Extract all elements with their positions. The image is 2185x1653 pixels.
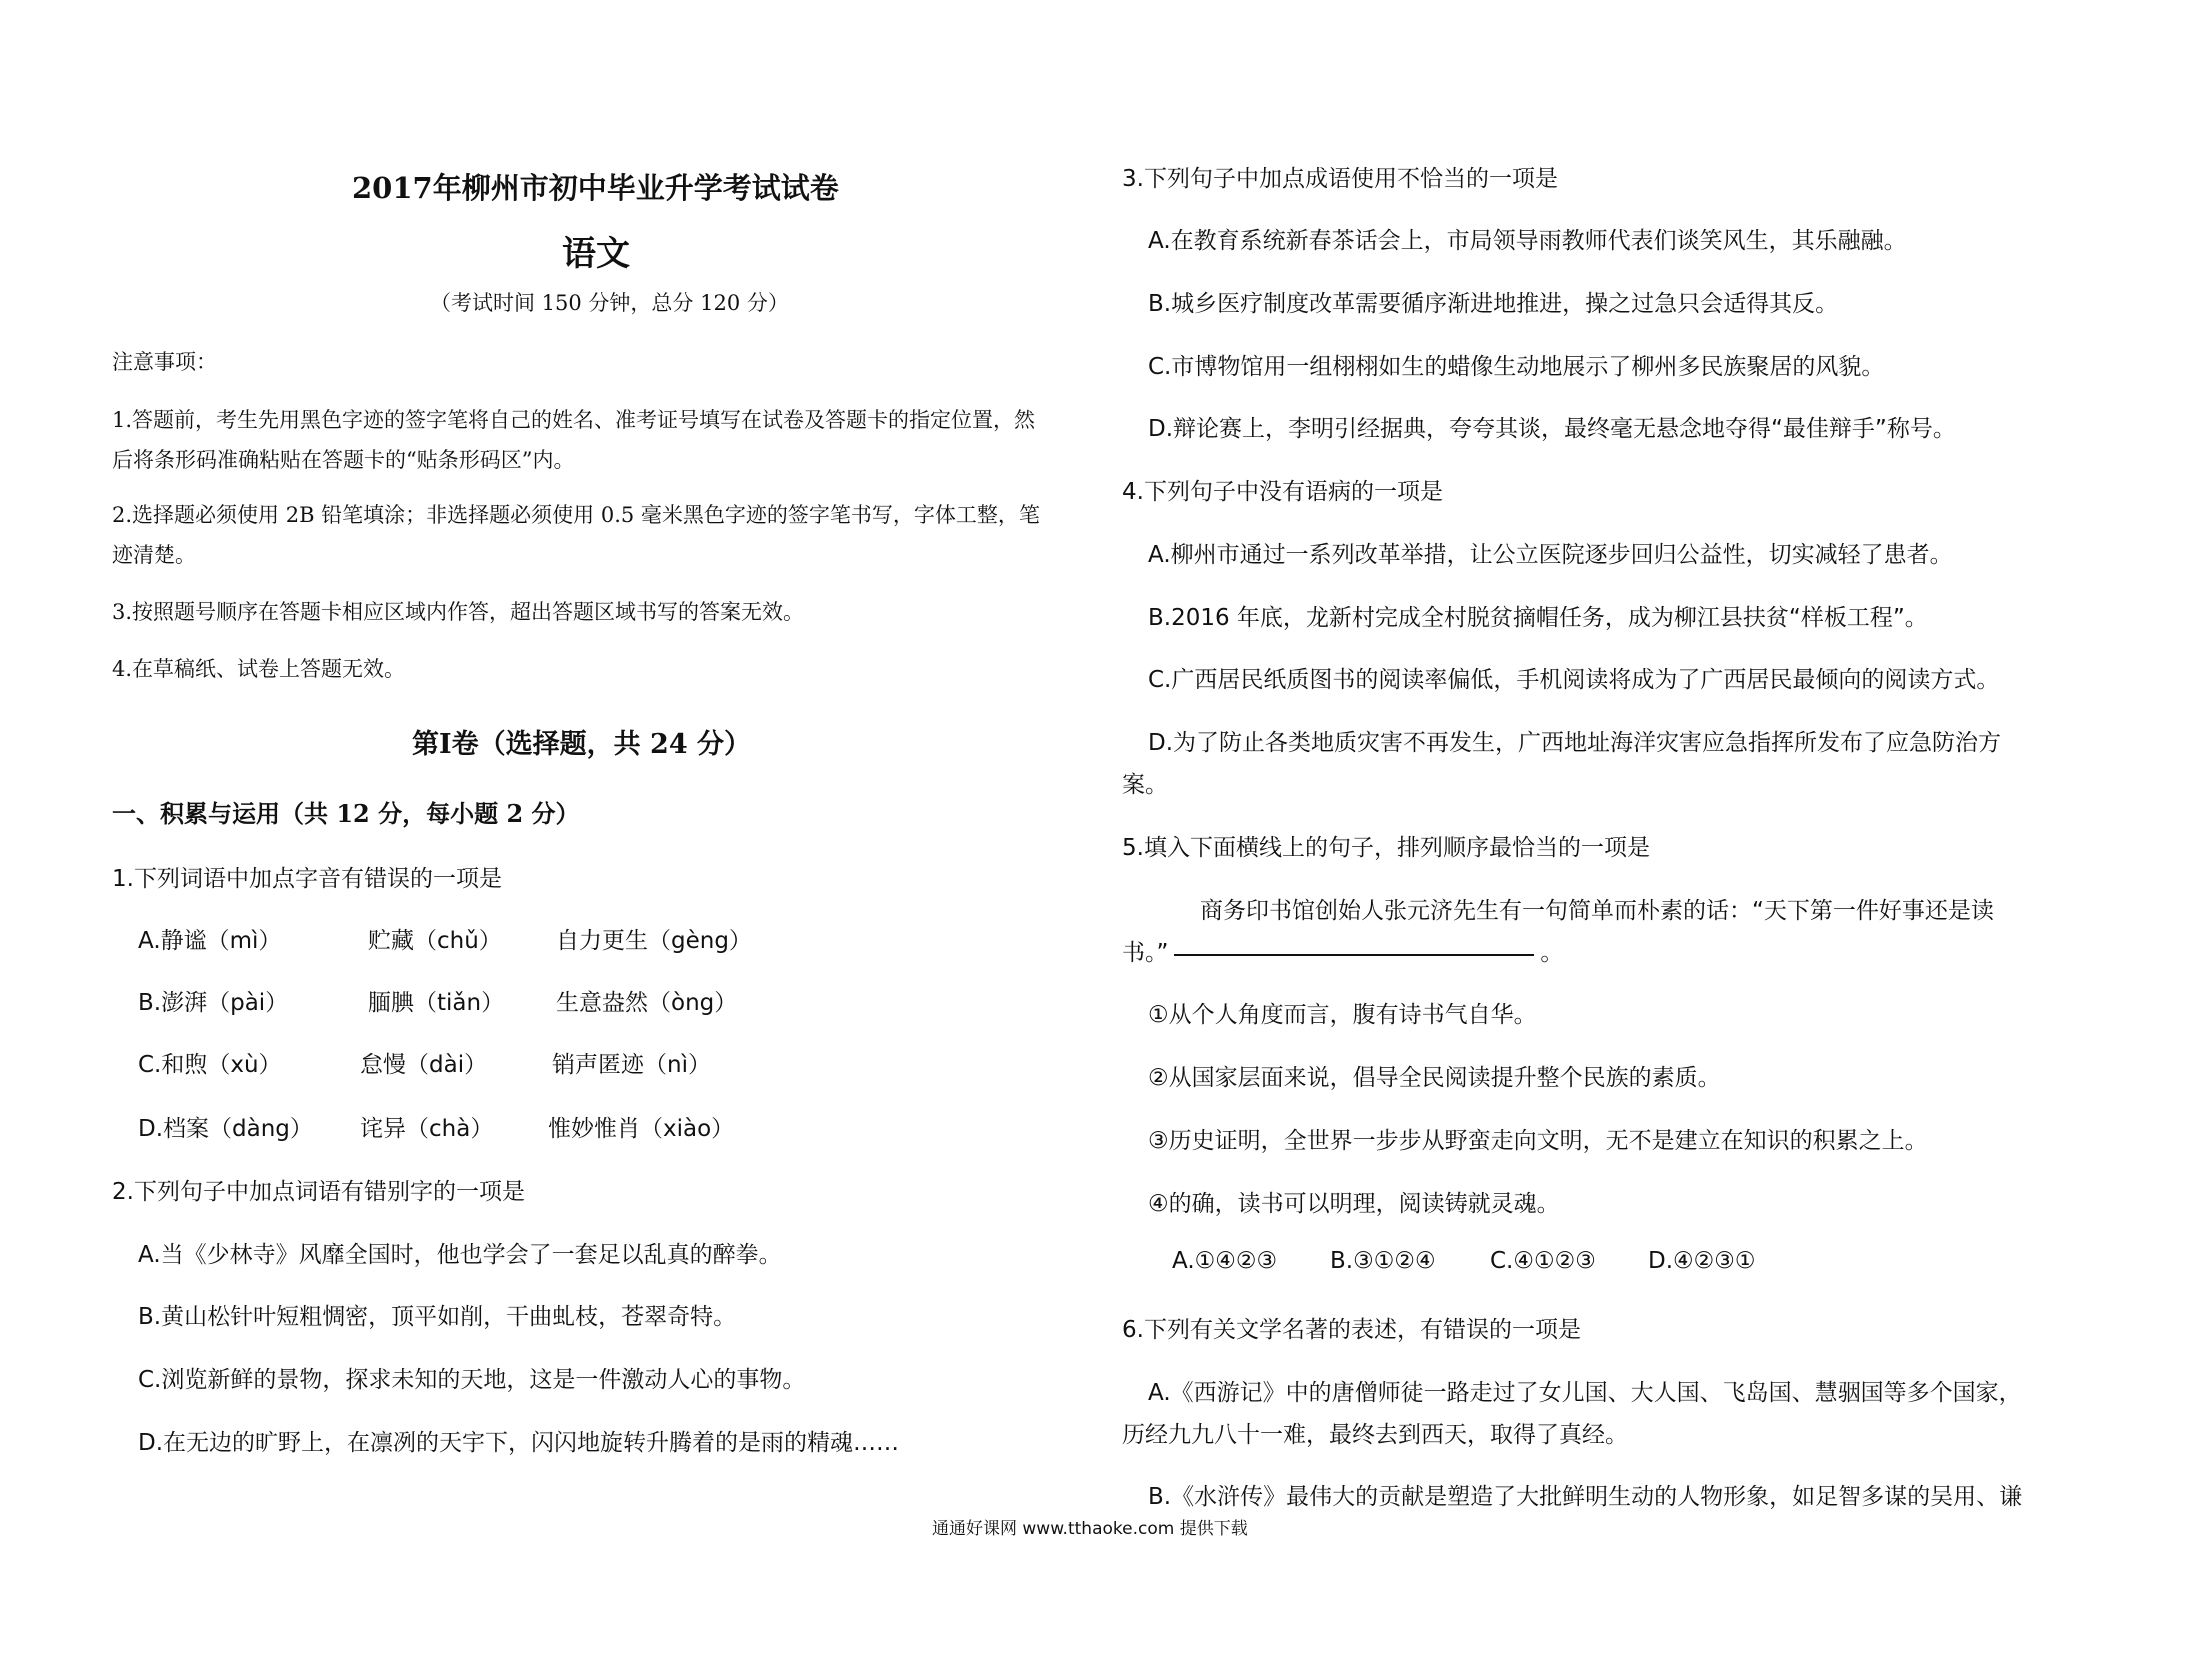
q2-option-d: D.在无边的旷野上，在凛冽的天宇下，闪闪地旋转升腾着的是雨的精魂…… bbox=[138, 1430, 900, 1456]
q5-passage-line-2 bbox=[1122, 934, 1563, 967]
q1-option-b-1: B.澎湃（pài） bbox=[138, 990, 289, 1016]
q5-stem: 5.填入下面横线上的句子，排列顺序最恰当的一项是 bbox=[1122, 835, 1650, 861]
q1-option-a-3: 自力更生（gèng） bbox=[556, 928, 752, 954]
q5-passage-line-1: 商务印书馆创始人张元济先生有一句简单而朴素的话：“天下第一件好事还是读 bbox=[1200, 898, 1994, 924]
q4-option-d-line-2: 案。 bbox=[1122, 772, 1168, 798]
q3-option-d: D.辩论赛上，李明引经据典，夸夸其谈，最终毫无悬念地夺得“最佳辩手”称号。 bbox=[1148, 416, 1956, 442]
q1-option-c-2: 怠慢（dài） bbox=[360, 1052, 488, 1078]
q1-option-c-1: C.和煦（xù） bbox=[138, 1052, 282, 1078]
q6-option-a-line-1: A.《西游记》中的唐僧师徒一路走过了女儿国、大人国、飞岛国、慧骃国等多个国家， bbox=[1148, 1380, 2022, 1406]
exam-title: 2017年柳州市初中毕业升学考试试卷 bbox=[352, 171, 839, 205]
q3-option-a: A.在教育系统新春茶话会上，市局领导雨教师代表们谈笑风生，其乐融融。 bbox=[1148, 228, 1907, 254]
q5-sentence-4: ④的确，读书可以明理，阅读铸就灵魂。 bbox=[1148, 1191, 1560, 1217]
q3-option-b: B.城乡医疗制度改革需要循序渐进地推进，操之过急只会适得其反。 bbox=[1148, 291, 1839, 317]
q5-passage-end: 。 bbox=[1540, 940, 1564, 966]
q5-option-b: B.③①②④ bbox=[1330, 1248, 1436, 1274]
part1-heading: 第Ⅰ卷（选择题，共 24 分） bbox=[412, 729, 752, 760]
q4-option-c: C.广西居民纸质图书的阅读率偏低，手机阅读将成为了广西居民最倾向的阅读方式。 bbox=[1148, 667, 2000, 693]
note-1-line-2: 后将条形码准确粘贴在答题卡的“贴条形码区”内。 bbox=[112, 448, 575, 472]
q5-option-a: A.①④②③ bbox=[1172, 1248, 1278, 1274]
q2-option-b: B.黄山松针叶短粗惆密，顶平如削，干曲虬枝，苍翠奇特。 bbox=[138, 1304, 737, 1330]
q4-stem: 4.下列句子中没有语病的一项是 bbox=[1122, 479, 1443, 505]
q4-option-b: B.2016 年底，龙新村完成全村脱贫摘帽任务，成为柳江县扶贫“样板工程”。 bbox=[1148, 605, 1928, 631]
q1-option-a-2: 贮藏（chǔ） bbox=[368, 928, 502, 954]
q5-sentence-2: ②从国家层面来说，倡导全民阅读提升整个民族的素质。 bbox=[1148, 1065, 1721, 1091]
note-3: 3.按照题号顺序在答题卡相应区域内作答，超出答题区域书写的答案无效。 bbox=[112, 600, 805, 624]
q1-stem: 1.下列词语中加点字音有错误的一项是 bbox=[112, 866, 502, 892]
q2-stem: 2.下列句子中加点词语有错别字的一项是 bbox=[112, 1179, 525, 1205]
exam-info: （考试时间 150 分钟，总分 120 分） bbox=[430, 291, 789, 315]
q4-option-a: A.柳州市通过一系列改革举措，让公立医院逐步回归公益性，切实减轻了患者。 bbox=[1148, 542, 1953, 568]
q6-stem: 6.下列有关文学名著的表述，有错误的一项是 bbox=[1122, 1317, 1581, 1343]
q6-option-b-line-1: B.《水浒传》最伟大的贡献是塑造了大批鲜明生动的人物形象，如足智多谋的吴用、谦 bbox=[1148, 1484, 2023, 1510]
q1-option-d-1: D.档案（dàng） bbox=[138, 1116, 313, 1142]
q1-option-d-3: 惟妙惟肖（xiào） bbox=[548, 1116, 735, 1142]
note-2-line-1: 2.选择题必须使用 2B 铅笔填涂；非选择题必须使用 0.5 毫米黑色字迹的签字笔书写，字体工整，笔 bbox=[112, 503, 1040, 527]
q1-option-c-3: 销声匿迹（nì） bbox=[552, 1052, 711, 1078]
note-2-line-2: 迹清楚。 bbox=[112, 543, 196, 567]
note-1-line-1: 1.答题前，考生先用黑色字迹的签字笔将自己的姓名、准考证号填写在试卷及答题卡的指定位置，然 bbox=[112, 408, 1036, 432]
q6-option-a-line-2: 历经九九八十一难，最终去到西天，取得了真经。 bbox=[1122, 1422, 1628, 1448]
q2-option-c: C.浏览新鲜的景物，探求未知的天地，这是一件激动人心的事物。 bbox=[138, 1367, 806, 1393]
q5-sentence-1: ①从个人角度而言，腹有诗书气自华。 bbox=[1148, 1002, 1537, 1028]
q1-option-b-2: 腼腆（tiǎn） bbox=[368, 990, 505, 1016]
section1-heading: 一、积累与运用（共 12 分，每小题 2 分） bbox=[112, 799, 580, 828]
q1-option-b-3: 生意盎然（òng） bbox=[556, 990, 738, 1016]
answer-blank-line bbox=[1174, 952, 1534, 956]
q1-option-a-1: A.静谧（mì） bbox=[138, 928, 282, 954]
notes-heading: 注意事项： bbox=[112, 350, 217, 374]
q3-stem: 3.下列句子中加点成语使用不恰当的一项是 bbox=[1122, 166, 1558, 192]
q5-passage-start: 书。” bbox=[1122, 940, 1169, 966]
q5-sentence-3: ③历史证明，全世界一步步从野蛮走向文明，无不是建立在知识的积累之上。 bbox=[1148, 1128, 1928, 1154]
q5-option-c: C.④①②③ bbox=[1490, 1248, 1596, 1274]
q1-option-d-2: 诧异（chà） bbox=[360, 1116, 494, 1142]
subject-title: 语文 bbox=[562, 234, 630, 274]
q3-option-c: C.市博物馆用一组栩栩如生的蜡像生动地展示了柳州多民族聚居的风貌。 bbox=[1148, 354, 1885, 380]
q4-option-d-line-1: D.为了防止各类地质灾害不再发生，广西地址海洋灾害应急指挥所发布了应急防治方 bbox=[1148, 730, 2002, 756]
note-4: 4.在草稿纸、试卷上答题无效。 bbox=[112, 657, 406, 681]
footer-credit: 通通好课网 www.tthaoke.com 提供下载 bbox=[932, 1519, 1248, 1539]
q2-option-a: A.当《少林寺》风靡全国时，他也学会了一套足以乱真的醉拳。 bbox=[138, 1242, 782, 1268]
q5-option-d: D.④②③① bbox=[1648, 1248, 1756, 1274]
